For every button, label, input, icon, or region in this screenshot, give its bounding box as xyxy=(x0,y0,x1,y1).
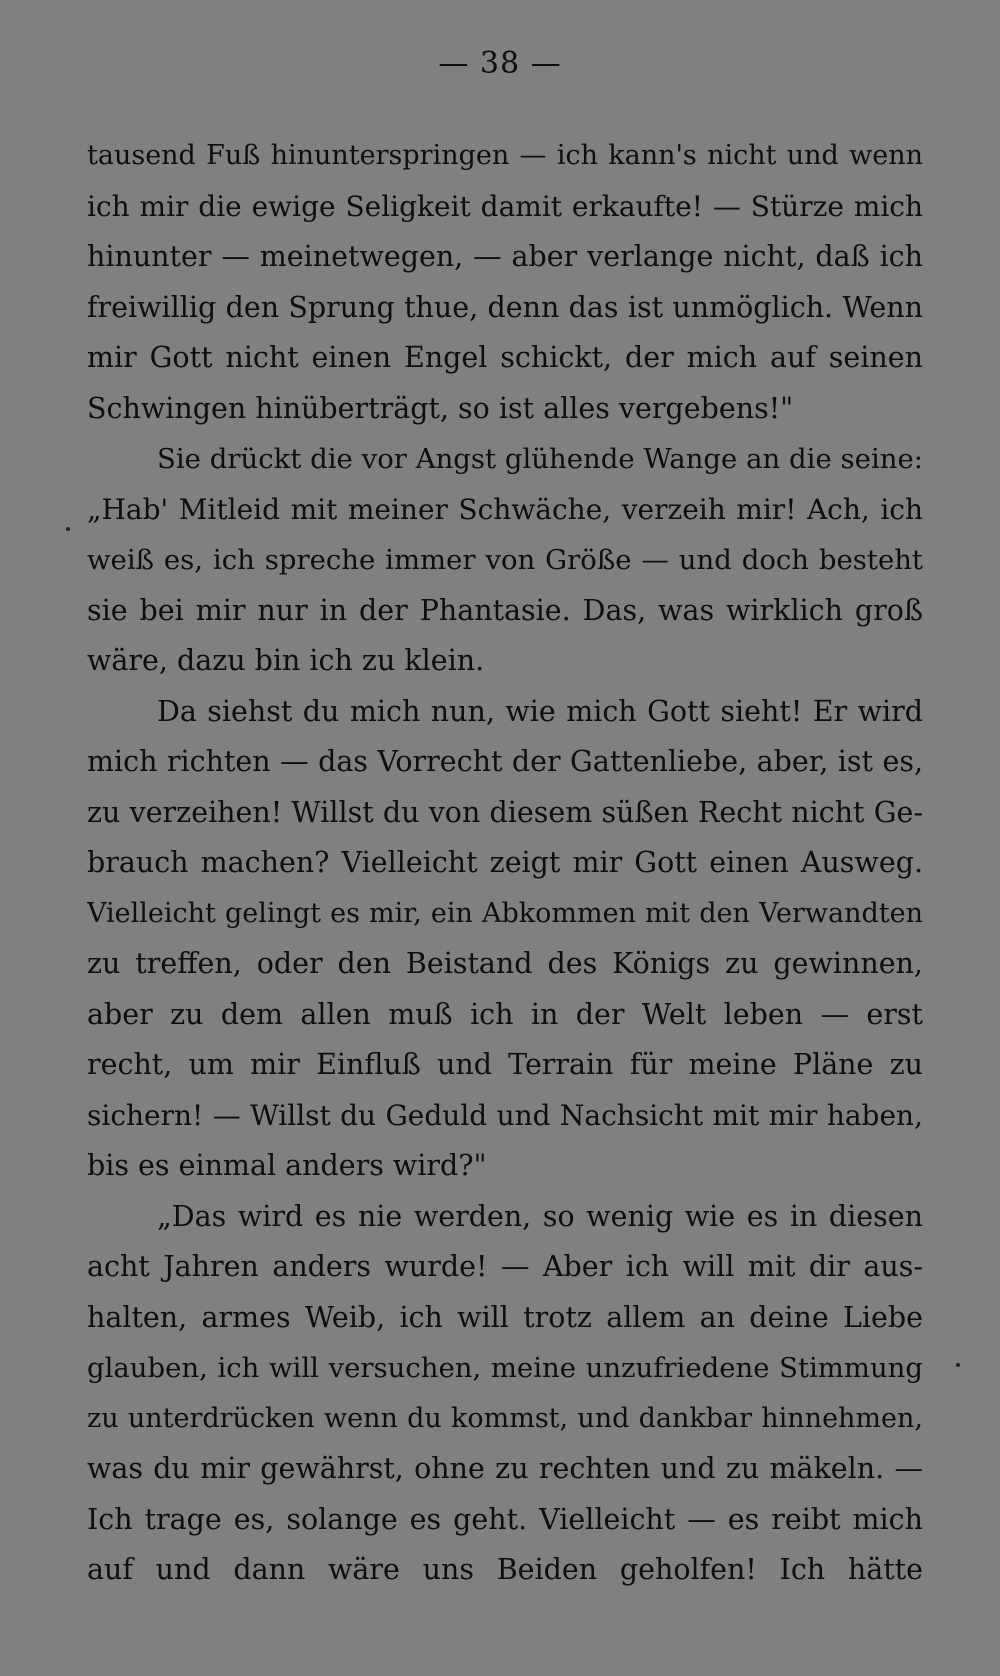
text-line: bis es einmal anders wird?" xyxy=(87,1149,487,1182)
text-line: Schwingen hinüberträgt, so ist alles vergebens!" xyxy=(87,391,794,425)
text-line: ich mir die ewige Seligkeit damit erkaufte! — Stürze mich xyxy=(87,189,923,223)
text-line: weiß es, ich spreche immer von Größe — und doch besteht xyxy=(87,544,923,576)
text-line: sie bei mir nur in der Phantasie. Das, was wirklich groß xyxy=(87,593,923,627)
text-line: zu verzeihen! Willst du von diesem süßen Recht nicht Ge- xyxy=(87,795,923,829)
text-line: glauben, ich will versuchen, meine unzufriedene Stimmung xyxy=(87,1352,923,1384)
text-line: mich richten — das Vorrecht der Gattenliebe, aber, ist es, xyxy=(87,745,923,778)
text-line: mir Gott nicht einen Engel schickt, der mich auf seinen xyxy=(87,341,923,374)
print-speck xyxy=(66,527,70,531)
text-line: Da siehst du mich nun, wie mich Gott sieht! Er wird xyxy=(157,694,923,728)
page-number: — 38 — xyxy=(438,46,562,81)
print-speck xyxy=(956,1363,960,1367)
text-line: recht, um mir Einfluß und Terrain für meine Pläne zu xyxy=(87,1048,923,1081)
text-line: „Das wird es nie werden, so wenig wie es in diesen xyxy=(157,1199,923,1233)
text-line: brauch machen? Vielleicht zeigt mir Gott einen Ausweg. xyxy=(87,846,923,879)
text-line: wäre, dazu bin ich zu klein. xyxy=(87,644,485,677)
text-line: aber zu dem allen muß ich in der Welt leben — erst xyxy=(87,997,923,1031)
text-line: „Hab' Mitleid mit meiner Schwäche, verzeih mir! Ach, ich xyxy=(87,492,923,526)
text-line: tausend Fuß hinunterspringen — ich kann's nicht und wenn xyxy=(87,140,923,171)
text-line: zu unterdrücken wenn du kommst, und dankbar hinnehmen, xyxy=(87,1402,923,1434)
text-line: acht Jahren anders wurde! — Aber ich will mit dir aus- xyxy=(87,1250,923,1283)
text-line: auf und dann wäre uns Beiden geholfen! Ich hätte xyxy=(87,1553,923,1586)
text-line: Vielleicht gelingt es mir, ein Abkommen mit den Verwandten xyxy=(87,897,923,929)
text-line: zu treffen, oder den Beistand des Königs zu gewinnen, xyxy=(87,947,923,980)
body-text xyxy=(87,131,923,1596)
text-line: was du mir gewährst, ohne zu rechten und zu mäkeln. — xyxy=(87,1452,923,1485)
text-line: halten, armes Weib, ich will trotz allem an deine Liebe xyxy=(87,1300,923,1334)
text-line: Sie drückt die vor Angst glühende Wange an die seine: xyxy=(157,443,923,475)
text-line: Ich trage es, solange es geht. Vielleicht — es reibt mich xyxy=(87,1502,923,1536)
text-line: sichern! — Willst du Geduld und Nachsicht mit mir haben, xyxy=(87,1098,923,1132)
text-line: freiwillig den Sprung thue, denn das ist unmöglich. Wenn xyxy=(87,290,923,324)
text-line: hinunter — meinetwegen, — aber verlange nicht, daß ich xyxy=(87,240,923,273)
